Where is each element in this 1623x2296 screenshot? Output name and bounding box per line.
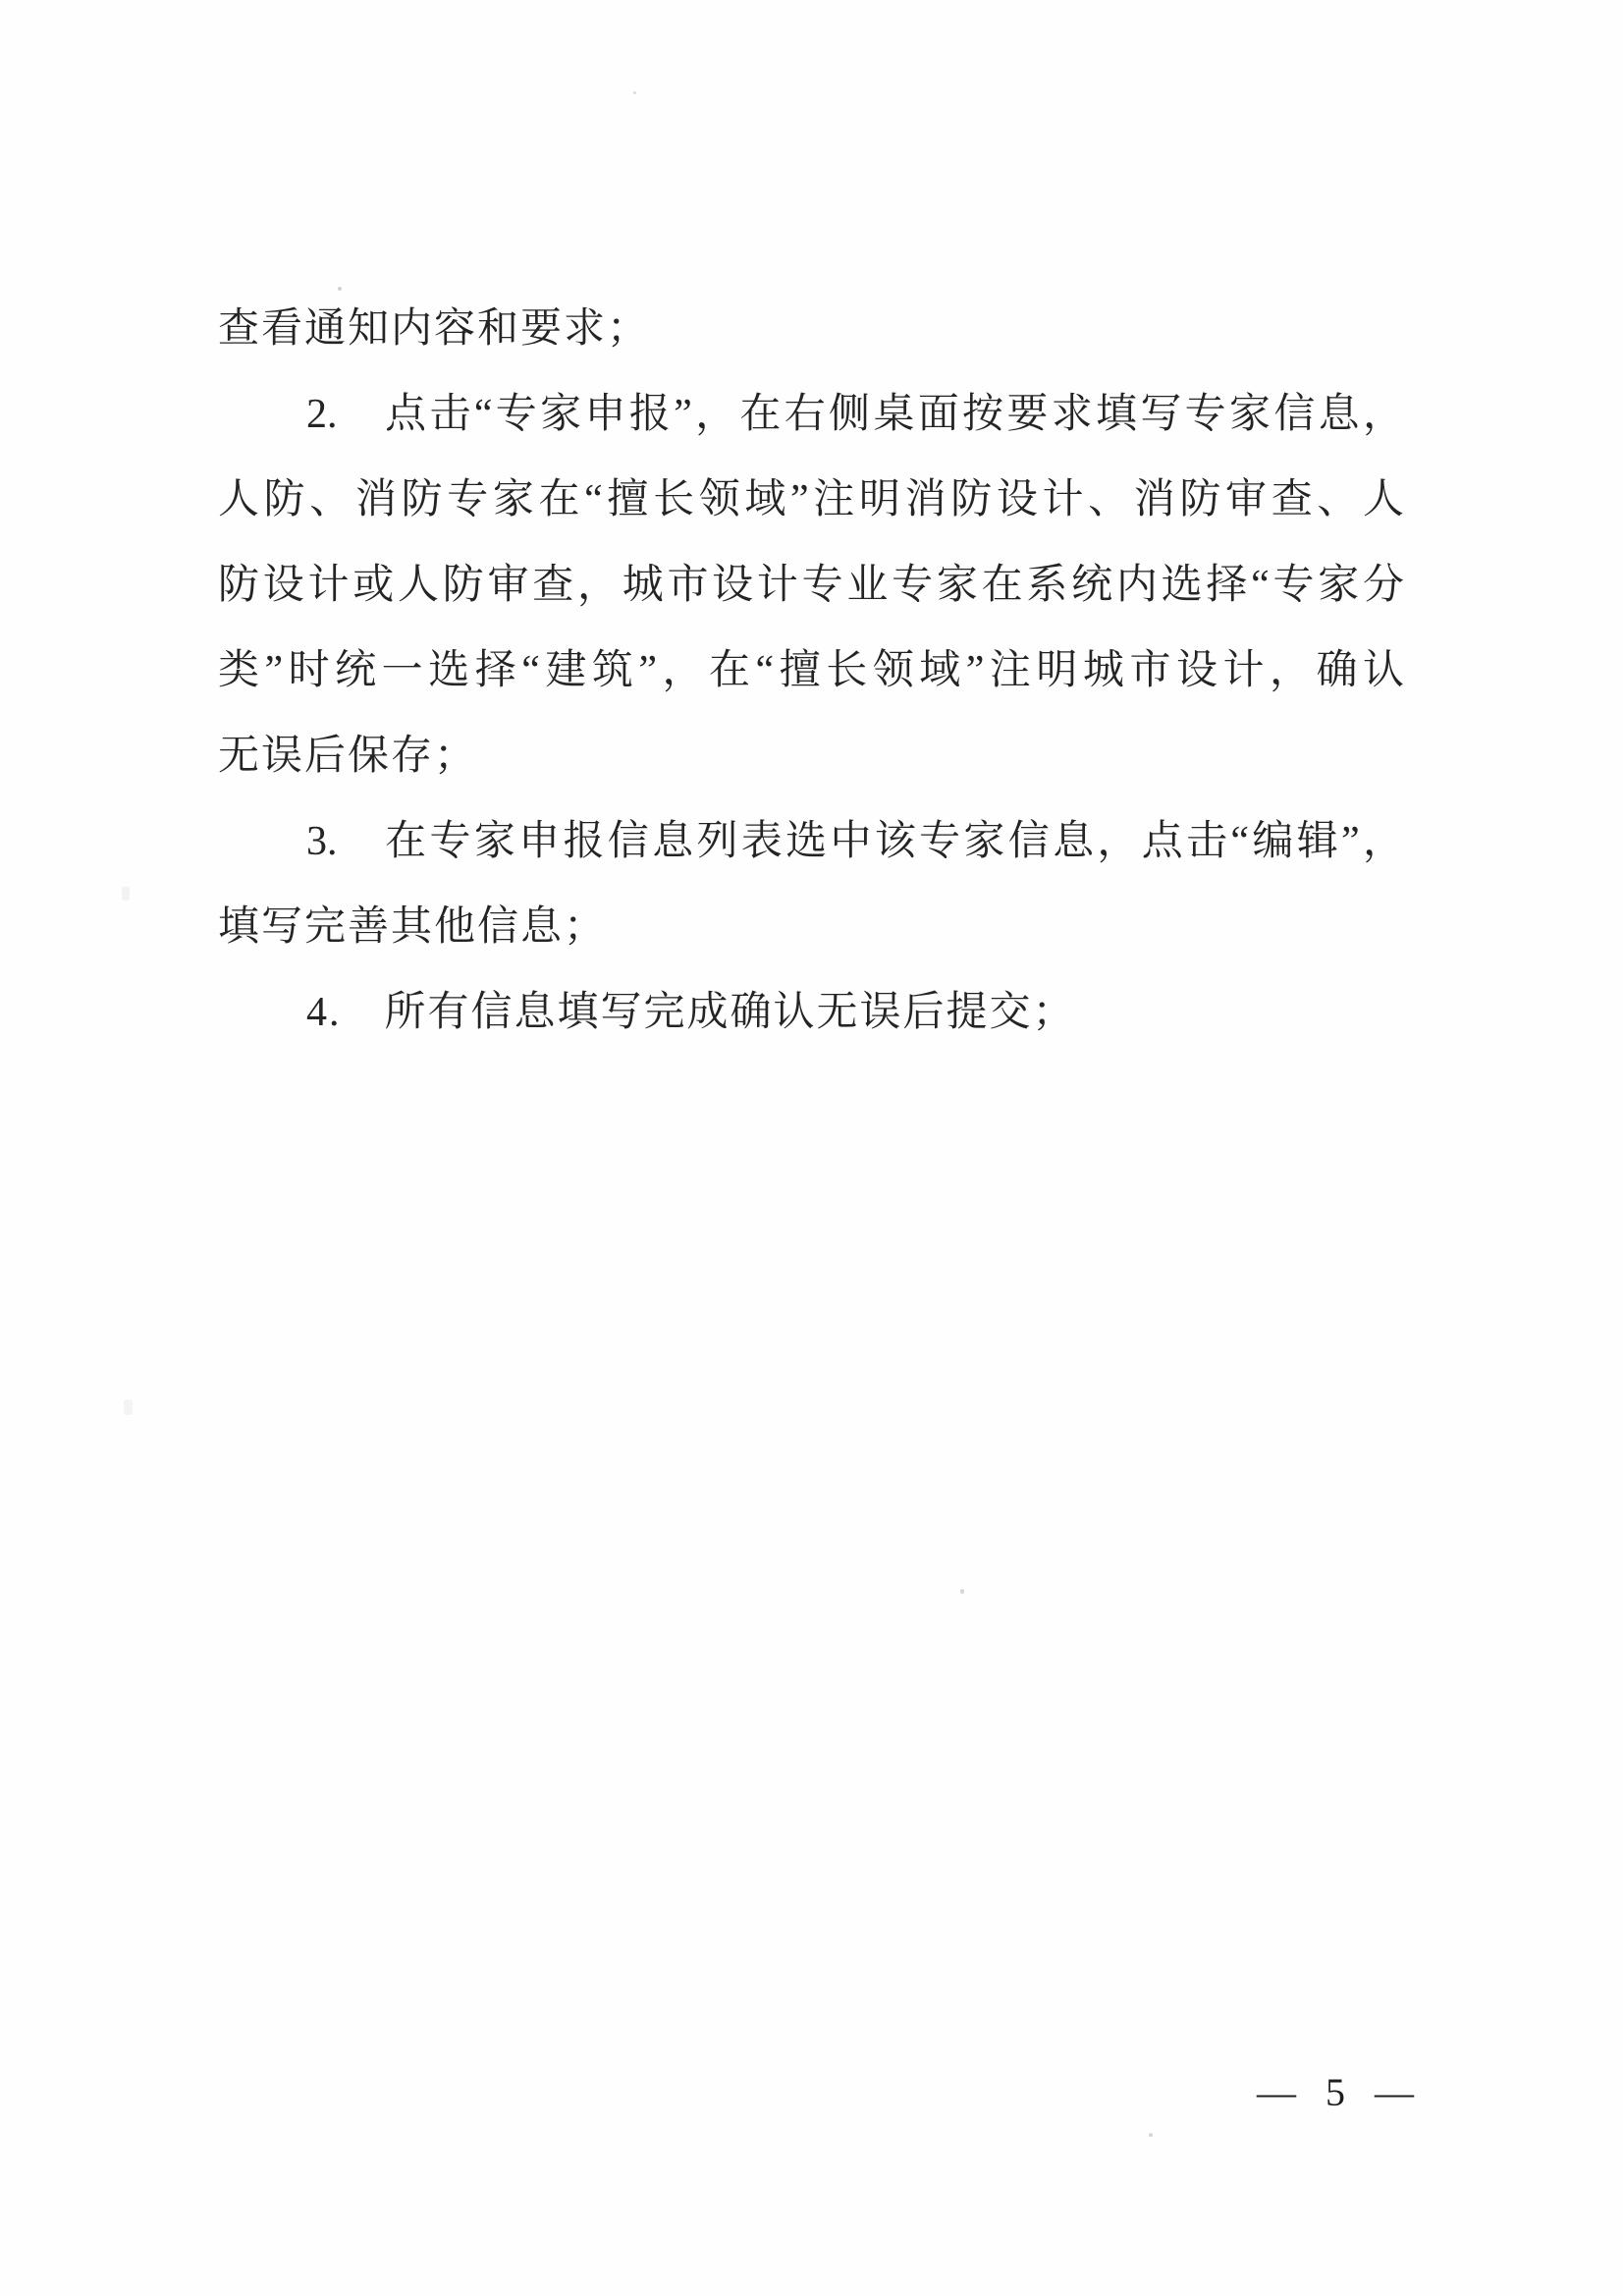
- text-line: 4. 所有信息填写完成确认无误后提交；: [306, 990, 1076, 1035]
- scan-speck: [338, 287, 342, 291]
- scan-speck: [1149, 2133, 1153, 2137]
- text-line: 人防、消防专家在“擅长领域”注明消防设计、消防审查、人: [218, 477, 1404, 522]
- page-number-footer: — 5 —: [1257, 2070, 1417, 2114]
- scan-speck: [960, 1589, 964, 1594]
- text-line: 3. 在专家申报信息列表选中该专家信息，点击“编辑”，: [306, 819, 1404, 864]
- text-line: 填写完善其他信息；: [218, 904, 608, 950]
- document-text-block: [218, 287, 1404, 1056]
- scan-speck: [633, 91, 636, 94]
- text-line: 无误后保存；: [218, 734, 478, 779]
- text-line: 防设计或人防审查，城市设计专业专家在系统内选择“专家分: [218, 563, 1404, 608]
- text-line: 查看通知内容和要求；: [218, 306, 651, 352]
- scan-speck: [122, 887, 130, 901]
- scan-speck: [124, 1399, 133, 1415]
- text-line: 2. 点击“专家申报”，在右侧桌面按要求填写专家信息，: [306, 392, 1404, 437]
- text-line: 类”时统一选择“建筑”，在“擅长领域”注明城市设计，确认: [218, 648, 1404, 693]
